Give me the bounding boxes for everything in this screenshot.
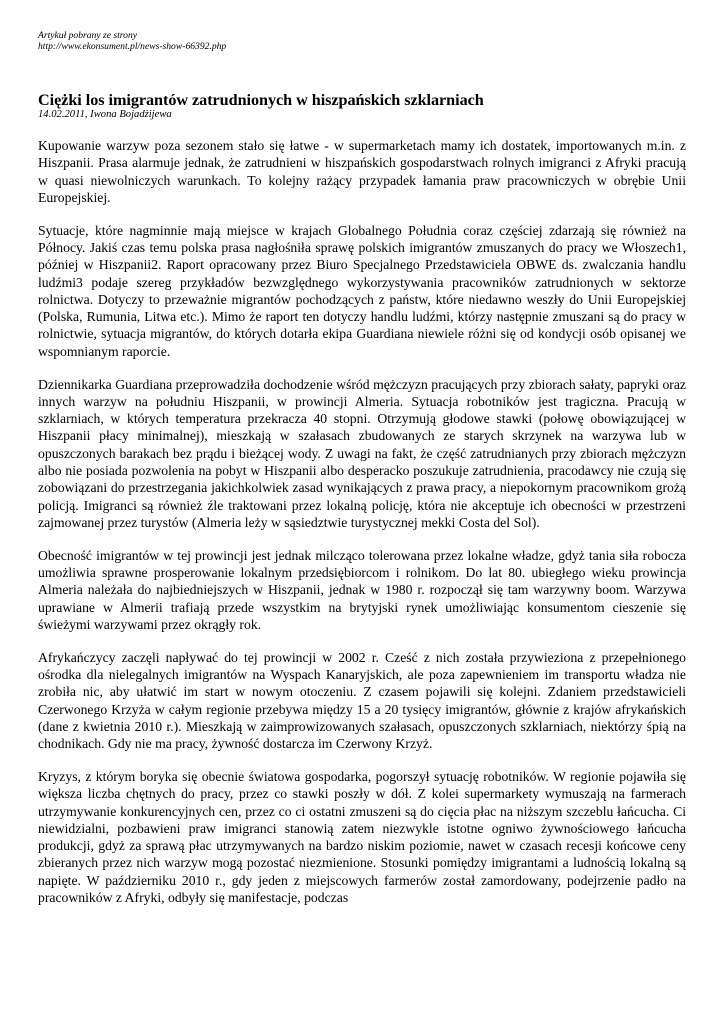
document-page [38,30,686,922]
article-paragraph: Afrykańczycy zaczęli napływać do tej prowincji w 2002 r. Cześć z nich została przywieziona z przepełnionego ośrodka dla nielegalnych imigrantów na Wyspach Kanaryjskich, ale poza zapewnieniem im transportu władza nie zrobiła nic, aby ułatwić im start w nowym otoczeniu. Z czasem pojawili się kolejni. Zdaniem przedstawicieli Czerwonego Krzyża w całym regionie przebywa między 15 a 20 tysięcy imigrantów, głównie z krajów afrykańskich (dane z kwietnia 2010 r.). Mieszkają w zaimprowizowanych szałasach, opuszczonych szklarniach, niektórzy śpią na chodnikach. Gdy nie ma pracy, żywność dostarcza im Czerwony Krzyż. [38,649,686,752]
article-paragraph: Kryzys, z którym boryka się obecnie światowa gospodarka, pogorszył sytuację robotników. W regionie pojawiła się większa liczba chętnych do pracy, przez co stawki poszły w dół. Z kolei supermarkety wymuszają na farmerach utrzymywanie konkurencyjnych cen, przez co ci ostatni zmuszeni są do cięcia płac na niższym szczeblu łańcucha. Ci niewidzialni, pozbawieni praw imigranci stanowią zatem niezwykle istotne ogniwo żywnościowego łańcucha produkcji, gdyż za sprawą płac utrzymywanych na bardzo niskim poziomie, nawet w czasach recesji końcowe ceny zbieranych przez nich warzyw mogą pozostać niezmienione. Stosunki pomiędzy imigrantami a ludnością lokalną są napięte. W październiku 2010 r., gdy jeden z miejscowych farmerów został zamordowany, podejrzenie padło na pracowników z Afryki, odbyły się manifestacje, podczas [38,769,686,906]
article-paragraph: Sytuacje, które nagminnie mają miejsce w krajach Globalnego Południa coraz częściej zdarzają się również na Północy. Jakiś czas temu polska prasa nagłośniła sprawę polskich imigrantów zmuszanych do pracy we Włoszech1, później w Hiszpanii2. Raport opracowany przez Biuro Specjalnego Przedstawiciela OBWE ds. zwalczania handlu ludźmi3 podaje szereg przykładów bezwzględnego wykorzystywania pracowników zatrudnionych w sektorze rolnictwa. Dotyczy to przeważnie migrantów pochodzących z państw, które niedawno weszły do Unii Europejskiej (Polska, Rumunia, Litwa etc.). Mimo że raport ten dotyczy handlu ludźmi, którzy następnie zmuszani są do pracy w rolnictwie, sytuacja migrantów, do których dotarła ekipa Guardiana niewiele różni się od kondycji osób opisanej we wspomnianym raporcie. [38,222,686,359]
article-meta: 14.02.2011, Iwona Bojadżijewa [38,109,172,120]
article-paragraph: Kupowanie warzyw poza sezonem stało się łatwe - w supermarketach mamy ich dostatek, importowanych m.in. z Hiszpanii. Prasa alarmuje jednak, że zatrudnieni w hiszpańskich gospodarstwach rolnych imigranci z Afryki pracują w quasi niewolniczych warunkach. To kolejny rażący przypadek łamania praw pracowniczych w obrębie Unii Europejskiej. [38,138,686,205]
article-paragraph: Obecność imigrantów w tej prowincji jest jednak milcząco tolerowana przez lokalne władze, gdyż tania siła robocza umożliwia sprawne prosperowanie lokalnym przedsiębiorcom i rolnikom. Do lat 80. ubiegłego wieku prowincja Almeria należała do najbiedniejszych w Hiszpanii, jednak w 1980 r. rozpoczął się tam warzywny boom. Warzywa uprawiane w Almerii trafiają przede wszystkim na brytyjski rynek umożliwiając konsumentom cieszenie się świeżymi warzywami przez okrągły rok. [38,547,686,632]
article-paragraph: Dziennikarka Guardiana przeprowadziła dochodzenie wśród mężczyzn pracujących przy zbiorach sałaty, papryki oraz innych warzyw na południu Hiszpanii, w prowincji Almeria. Sytuacja robotników jest tragiczna. Pracują w szklarniach, w których temperatura przekracza 40 stopni. Otrzymują głodowe stawki (połowę obowiązującej w Hiszpanii płacy minimalnej), mieszkają w szałasach zbudowanych ze starych skrzynek na warzywa lub w opuszczonych barakach bez prądu i bieżącej wody. Z uwagi na fakt, że część zatrudnianych przy zbiorach mężczyzn albo nie posiada pozwolenia na pobyt w Hiszpanii albo desperacko poszukuje zatrudnienia, pracodawcy nie czują się zobowiązani do przestrzegania jakichkolwiek zasad wynikających z prawa pracy, a niepokornym pracownikom grożą policją. Imigranci są również źle traktowani przez lokalną policję, która nie akceptuje ich obecności w przestrzeni zajmowanej przez turystów (Almeria leży w sąsiedztwie turystycznej mekki Costa del Sol). [38,376,686,530]
source-url: http://www.ekonsument.pl/news-show-66392.php [38,41,227,52]
article-body [38,137,686,906]
source-label: Artykuł pobrany ze strony [38,30,138,41]
article-title: Ciężki los imigrantów zatrudnionych w hiszpańskich szklarniach [38,91,484,109]
